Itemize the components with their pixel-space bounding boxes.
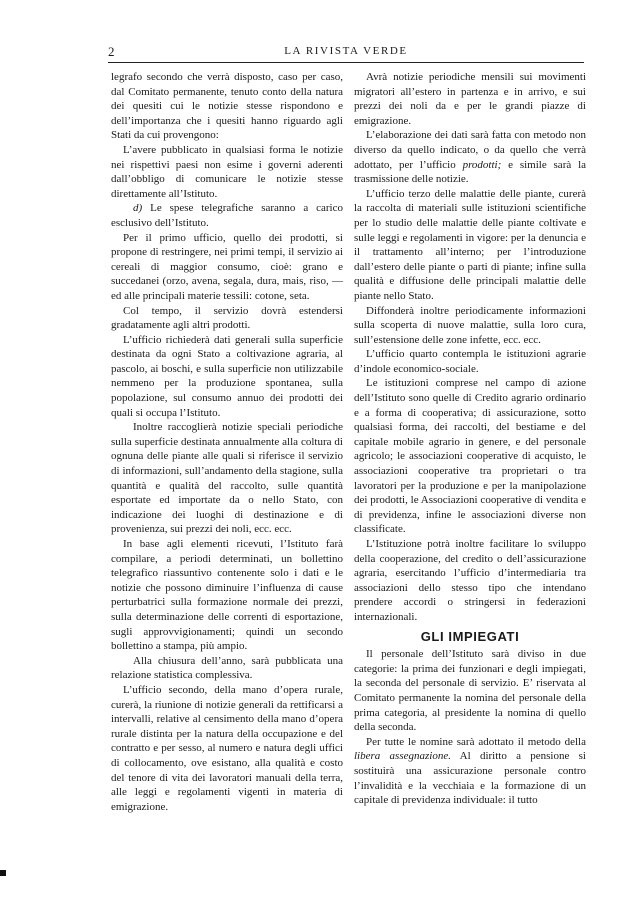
paragraph: Avrà notizie periodiche mensili sui movimenti migratori all’estero in partenza e in arrivo, e sui prezzi dei noli da e per le grandi piazze di emigrazione. — [354, 71, 586, 127]
paragraph: In base agli elementi ricevuti, l’Istituto farà compilare, a periodi determinati, un bollettino telegrafico riassuntivo contenente solo i dati e le notizie che possono diminuire l’influenza di cause perturbatrici sulla formazione normale dei prezzi, sulla determinazione delle correnti di esportazione, sugli approvvigionamenti; quindi un secondo bollettino a stampa, più ampio. — [111, 538, 343, 653]
right-column — [354, 70, 586, 808]
paragraph: Col tempo, il servizio dovrà estendersi gradatamente agli altri prodotti. — [111, 304, 343, 332]
paragraph: legrafo secondo che verrà disposto, caso per caso, dal Comitato permanente, tenuto conto della natura dei quesiti cui le notizie stesse rispondono e dell’importanza che i quesiti hanno riguardo agli Stati da cui provengono: — [111, 71, 343, 142]
paragraph: Inoltre raccoglierà notizie speciali periodiche sulla superficie destinata annualmente alla coltura di ognuna delle piante alle quali si riferisce il servizio di informazioni, sull’andamento della stagione, sulla quantità e qualità del raccolto, sulle quantità esportate ed importate da o nello Stato, con indicazione dei luoghi di destinazione e di provenienza, sui prezzi dei noli, ecc. ecc. — [111, 421, 343, 536]
paragraph: L’ufficio richiederà dati generali sulla superficie destinata da ogni Stato a coltivazione agraria, al pascolo, ai boschi, e sulla superficie non utilizzabile nemmeno per la produzione spontanea, sulla popolazione, sul consumo annuo dei prodotti dei quali si occupa l’Istituto. — [111, 333, 343, 419]
section-heading: GLI IMPIEGATI — [420, 628, 520, 644]
paragraph: L’elaborazione dei dati sarà fatta con metodo non diverso da quello indicato, o da quello che verrà adottato, per l’ufficio prodotti; e simile sarà la trasmissione delle notizie. — [354, 129, 587, 186]
running-title: LA RIVISTA VERDE — [284, 45, 408, 57]
paragraph: Per tutte le nomine sarà adottato il metodo della libera assegnazione. Al diritto a pensione si sostituirà una assicurazione personale contro l’invalidità e la vecchiaia e la formazione di un capitale di previdenza individuale: il tutto — [354, 735, 586, 807]
binding-mark — [0, 870, 6, 876]
page-number: 2 — [108, 44, 115, 59]
paragraph: Le istituzioni comprese nel campo di azione dell’Istituto sono quelle di Credito agrario ordinario e a forma di cooperativa; di assicurazione, sotto qualsiasi forma, dei raccolti, del bestiame e del capitale mobile agrario in genere, e del personale agricolo; le associazioni cooperative di acquisto, le associazioni cooperative tra proprietari o tra lavoratori per la produzione e per la manipolazione dei prodotti, le Associazioni cooperative di vendita e di previdenza, infine le associazioni diverse non classificate. — [354, 377, 586, 536]
paragraph: L’Istituzione potrà inoltre facilitare lo sviluppo della cooperazione, del credito o dell’assicurazione agraria, esercitando l’ufficio d’intermediaria tra associazioni dello stesso tipo che intendano prendere accordi o stringersi in federazioni internazionali. — [354, 538, 586, 623]
header-rule — [108, 62, 584, 63]
paragraph: L’ufficio quarto contempla le istituzioni agrarie d’indole economico-sociale. — [354, 348, 586, 375]
page-header — [108, 44, 584, 60]
paragraph: L’ufficio terzo delle malattie delle piante, curerà la raccolta di materiali sulle istituzioni scientifiche per lo studio delle malattie delle piante coltivate e sulle leggi e regolamenti in vigore: per la denuncia e il trattamento all’interno; per l’introduzione dall’estero delle piante o parti di piante; infine sulla qualità e diffusione delle principali malattie delle piante nello Stato. — [354, 187, 586, 302]
paragraph: Per il primo ufficio, quello dei prodotti, si propone di restringere, nei primi tempi, il servizio ai cereali di maggior consumo, cioè: grano e succedanei (orzo, avena, segala, dura, mais, riso, — ed alle principali materie tessili: cotone, seta. — [111, 231, 343, 302]
paragraph: L’avere pubblicato in qualsiasi forma le notizie nei rispettivi paesi non esime i governi aderenti dall’obbligo di comunicare le notizie stesse direttamente all’Istituto. — [111, 143, 343, 200]
paragraph: L’ufficio secondo, della mano d’opera rurale, curerà, la riunione di notizie generali da rettificarsi a intervalli, relative al censimento della mano d’opera rurale distinta per la natura della occupazione e del contratto e per sesso, al numero e natura degli uffici di collocamento, ove esistano, alla qualità e costo del tenore di vita dei lavoratori manuali della terra, alle leggi e regolamenti vigenti in materia di emigrazione. — [111, 683, 343, 813]
paragraph: Diffonderà inoltre periodicamente informazioni sulla scoperta di nuove malattie, sulla loro cura, sull’estensione delle zone infette, ecc. ecc. — [354, 304, 586, 346]
paragraph: Alla chiusura dell’anno, sarà pubblicata una relazione statistica complessiva. — [111, 654, 343, 682]
paragraph: Il personale dell’Istituto sarà diviso in due categorie: la prima dei funzionari e degli impiegati, la seconda del personale di servizio. E’ riservata al Comitato permanente la nomina del personale della prima categoria, al presidente la nomina di quello della seconda. — [354, 648, 586, 734]
left-column — [111, 70, 343, 814]
paragraph: d) Le spese telegrafiche saranno a carico esclusivo dell’Istituto. — [111, 202, 343, 229]
